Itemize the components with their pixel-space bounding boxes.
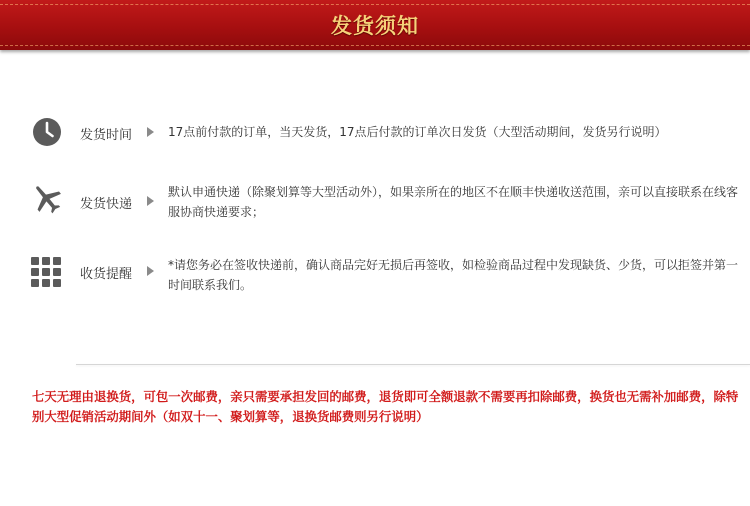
- grid-icon: [30, 256, 64, 290]
- row-label: 收货提醒: [80, 267, 133, 282]
- airplane-icon: [30, 182, 64, 216]
- page-title: 发货须知: [331, 14, 419, 38]
- divider: [76, 364, 750, 365]
- return-policy-notice: 七天无理由退换货，可包一次邮费，亲只需要承担发回的邮费，退货即可全额退款不需要再扣除邮费，换货也无需补加邮费，除特别大型促销活动期间外（如双十一、聚划算等，退换货邮费则另行说明）: [32, 389, 739, 424]
- chevron-right-icon: [147, 196, 154, 206]
- row-text: 17点前付款的订单，当天发货，17点后付款的订单次日发货（大型活动期间，发货另行说明）: [168, 125, 667, 139]
- chevron-right-icon: [147, 127, 154, 137]
- info-row-receiving: [30, 254, 740, 300]
- row-text: *请您务必在签收快递前，确认商品完好无损后再签收，如检验商品过程中发现缺货、少货，可以拒签并第一时间联系我们。: [168, 258, 739, 292]
- info-row-shipping-time: [30, 115, 740, 151]
- row-text: 默认申通快递（除聚划算等大型活动外），如果亲所在的地区不在顺丰快递收送范围，亲可以直接联系在线客服协商快递要求；: [168, 185, 739, 219]
- header-banner: [0, 0, 750, 50]
- info-row-courier: [30, 182, 740, 228]
- row-label: 发货快递: [80, 197, 133, 212]
- row-label: 发货时间: [80, 128, 133, 143]
- chevron-right-icon: [147, 266, 154, 276]
- clock-icon: [30, 115, 64, 149]
